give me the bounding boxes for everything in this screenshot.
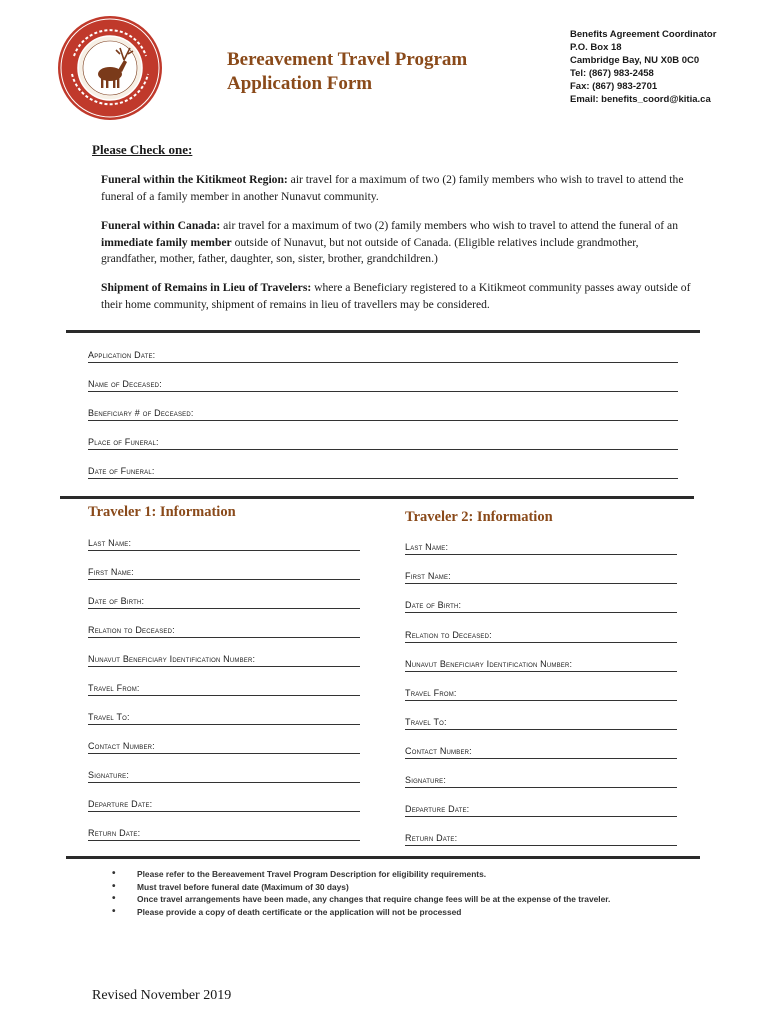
contact-line: Cambridge Bay, NU X0B 0C0 [570, 55, 700, 66]
option-label: Funeral within Canada: [101, 219, 221, 232]
option-emphasis: immediate family member [101, 235, 232, 249]
application-date-field[interactable]: Application Date: [88, 349, 678, 363]
form-title [227, 48, 467, 96]
beneficiary-number-field[interactable]: Beneficiary # of Deceased: [88, 407, 678, 421]
traveler1-relation-field[interactable]: Relation to Deceased: [88, 624, 360, 638]
contact-line: Fax: (867) 983-2701 [570, 81, 658, 92]
contact-line: Tel: (867) 983-2458 [570, 68, 654, 79]
contact-line: Email: benefits_coord@kitia.ca [570, 94, 711, 105]
option-text: air travel for a maximum of two (2) family members who wish to travel to attend the funeral of an [220, 219, 678, 232]
traveler2-first-name-field[interactable]: First Name: [405, 570, 677, 584]
title-line-2: Application Form [227, 73, 373, 94]
traveler1-title: Traveler 1: Information [88, 504, 236, 520]
traveler2-departure-date-field[interactable]: Departure Date: [405, 803, 677, 817]
list-item: • Please provide a copy of death certificate or the application will not be processed [112, 906, 610, 919]
divider [66, 330, 700, 333]
place-of-funeral-field[interactable]: Place of Funeral: [88, 436, 678, 450]
traveler2-return-date-field[interactable]: Return Date: [405, 832, 677, 846]
divider [60, 496, 694, 499]
list-item: • Once travel arrangements have been made, any changes that require change fees will be at the expense of the traveler. [112, 893, 610, 906]
option-label: Shipment of Remains in Lieu of Travelers: [101, 281, 312, 294]
traveler1-departure-date-field[interactable]: Departure Date: [88, 798, 360, 812]
option-text: outside of Nunavut, but not outside of Canada. (Eligible relatives include grandmother, grandfather, mother, father, daughter, son, sister, brother, grandchildren.) [101, 235, 639, 265]
traveler2-relation-field[interactable]: Relation to Deceased: [405, 629, 677, 643]
traveler2-last-name-field[interactable]: Last Name: [405, 541, 677, 555]
traveler1-first-name-field[interactable]: First Name: [88, 566, 360, 580]
option-text: where a Beneficiary registered to a Kitikmeot community passes away outside of their home community, shipment of remains in lieu of travellers may be considered. [101, 281, 691, 311]
traveler2-contact-number-field[interactable]: Contact Number: [405, 745, 677, 759]
date-of-funeral-field[interactable]: Date of Funeral: [88, 465, 678, 479]
traveler2-dob-field[interactable]: Date of Birth: [405, 599, 677, 613]
name-of-deceased-field[interactable]: Name of Deceased: [88, 378, 678, 392]
option-kitikmeot[interactable] [101, 172, 691, 205]
list-item: • Must travel before funeral date (Maximum of 30 days) [112, 881, 610, 894]
title-line-1: Bereavement Travel Program [227, 49, 468, 70]
option-label: Funeral within the Kitikmeot Region: [101, 173, 288, 186]
traveler1-last-name-field[interactable]: Last Name: [88, 537, 360, 551]
revised-date: Revised November 2019 [92, 988, 232, 1003]
traveler2-travel-to-field[interactable]: Travel To: [405, 716, 677, 730]
traveler2-signature-field[interactable]: Signature: [405, 774, 677, 788]
traveler1-travel-from-field[interactable]: Travel From: [88, 682, 360, 696]
notes-list [112, 868, 610, 918]
list-item: • Please refer to the Bereavement Travel Program Description for eligibility requirements. [112, 868, 610, 881]
association-logo [56, 14, 164, 122]
traveler1-signature-field[interactable]: Signature: [88, 769, 360, 783]
contact-line: P.O. Box 18 [570, 42, 622, 53]
traveler1-travel-to-field[interactable]: Travel To: [88, 711, 360, 725]
divider [66, 856, 700, 859]
traveler2-title: Traveler 2: Information [405, 509, 553, 525]
traveler2-travel-from-field[interactable]: Travel From: [405, 687, 677, 701]
option-canada[interactable] [101, 218, 691, 268]
traveler1-return-date-field[interactable]: Return Date: [88, 827, 360, 841]
traveler1-dob-field[interactable]: Date of Birth: [88, 595, 360, 609]
traveler1-contact-number-field[interactable]: Contact Number: [88, 740, 360, 754]
contact-line: Benefits Agreement Coordinator [570, 29, 717, 40]
check-heading: Please Check one: [92, 142, 193, 157]
option-text: air travel for a maximum of two (2) family members who wish to travel to attend the funeral of a family member in another Nunavut community. [101, 173, 684, 203]
contact-block [570, 28, 716, 106]
traveler1-beneficiary-id-field[interactable]: Nunavut Beneficiary Identification Number: [88, 653, 360, 667]
option-shipment[interactable] [101, 280, 691, 313]
traveler2-beneficiary-id-field[interactable]: Nunavut Beneficiary Identification Number: [405, 658, 677, 672]
